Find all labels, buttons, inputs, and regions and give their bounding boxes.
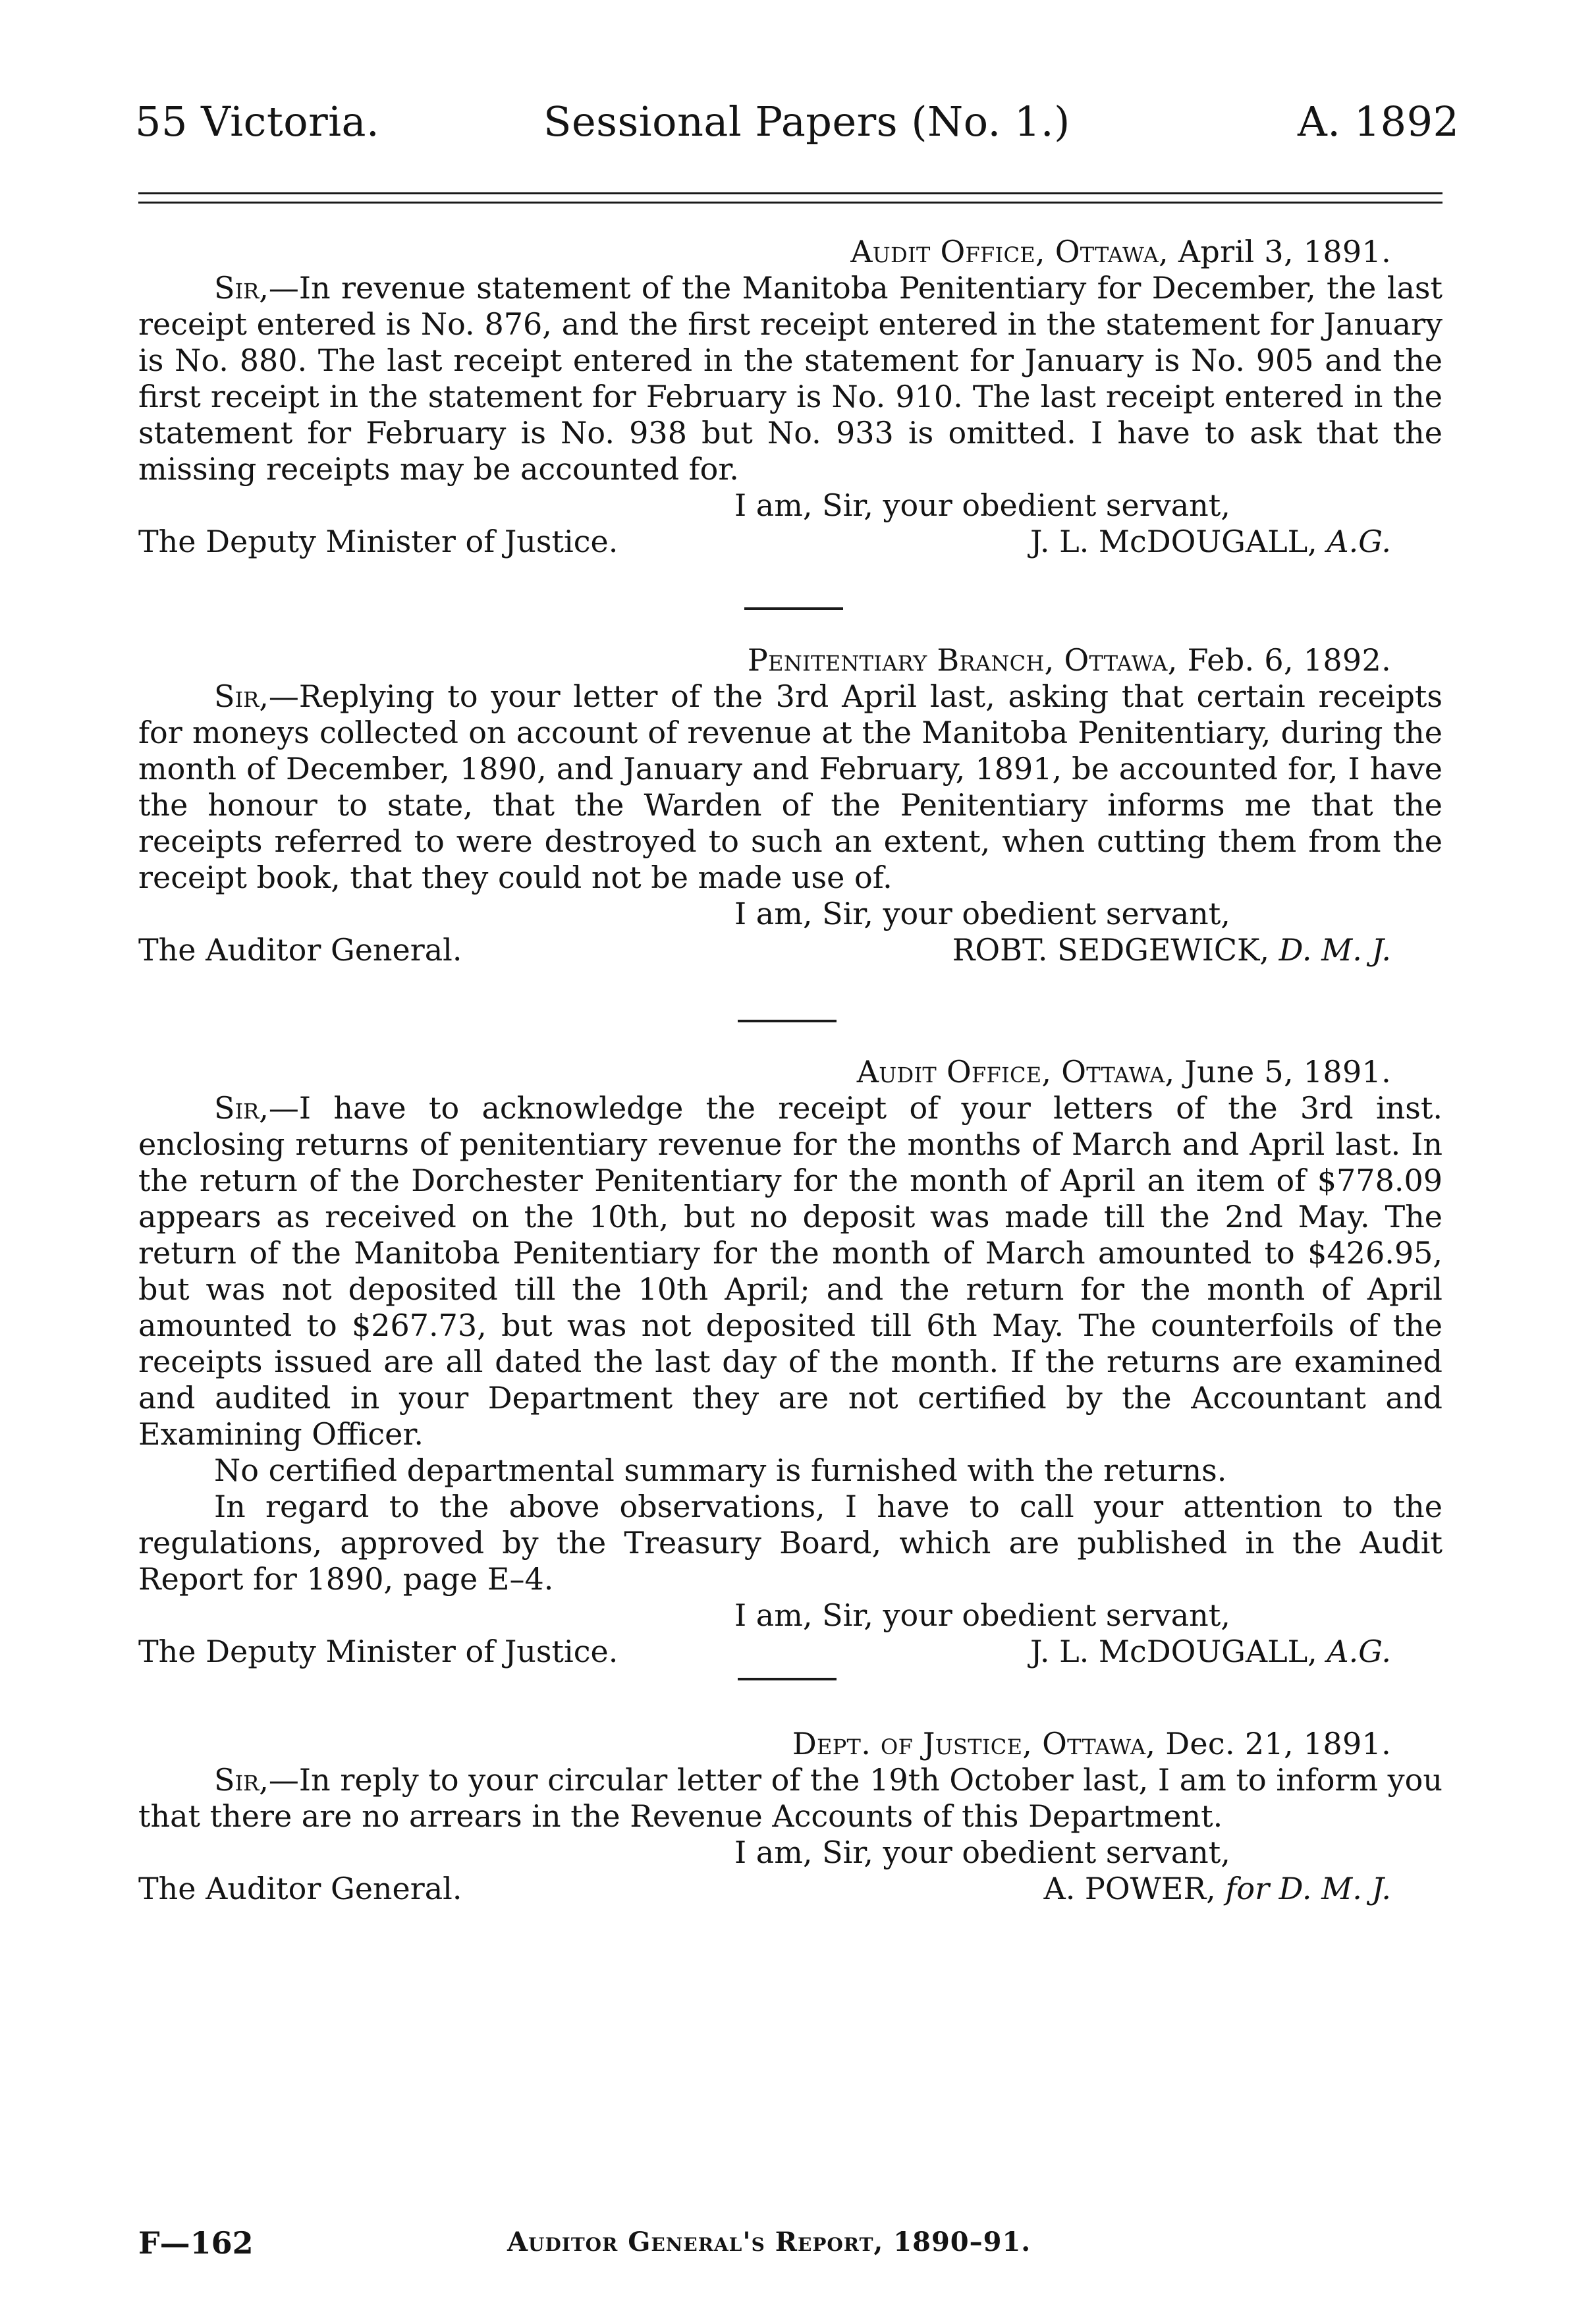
letter-divider bbox=[738, 1678, 837, 1680]
signature-title: for D. M. J. bbox=[1225, 1871, 1391, 1906]
paragraph-text: —I have to acknowledge the receipt of your letters of the 3rd inst. enclosing returns of penitentiary revenue for the months of March and April last. In the return of the Dorchester Penitentiary for the month of April an item of $778.09 appears as received on the 10th, but no deposit was made till the 2nd May. The return of the Manitoba Penitentiary for the month of March amounted to $426.95, but was not deposited till the 10th April; and the return for the month of April amounted to $267.73, but was not deposited till 6th May. The counterfoils of the receipts issued are all dated the last day of the month. If the returns are examined and audited in your Department they are not certified by the Accountant and Examining Officer. bbox=[138, 1090, 1443, 1452]
letter-dateline bbox=[138, 642, 1443, 678]
report-years: 1890–91. bbox=[893, 2227, 1031, 2257]
closing-line: I am, Sir, your obedient servant, bbox=[734, 896, 1230, 931]
addressee: The Deputy Minister of Justice. bbox=[138, 1634, 618, 1669]
signature-title: A.G. bbox=[1327, 524, 1391, 559]
closing-line: I am, Sir, your obedient servant, bbox=[734, 1835, 1230, 1870]
running-head-left: 55 Victoria. bbox=[135, 97, 380, 146]
signature-line bbox=[138, 1871, 1443, 1907]
salutation: Sir, bbox=[214, 678, 269, 714]
signature bbox=[1030, 1634, 1391, 1670]
closing-line: I am, Sir, your obedient servant, bbox=[734, 1597, 1230, 1633]
dateline-date: June 5, 1891. bbox=[1184, 1054, 1391, 1090]
salutation: Sir, bbox=[214, 1762, 269, 1798]
letter-divider bbox=[738, 1020, 837, 1022]
letter-paragraph: No certified departmental summary is furnished with the returns. bbox=[214, 1452, 1227, 1488]
salutation: Sir, bbox=[214, 270, 269, 306]
closing-line: I am, Sir, your obedient servant, bbox=[734, 487, 1230, 523]
dateline-sender: Audit Office, Ottawa, bbox=[856, 1054, 1175, 1090]
letter-paragraph: In regard to the above observations, I have to call your attention to the regulations, approved by the Treasury Board, which are published in the Audit Report for 1890, page E–4. bbox=[138, 1489, 1443, 1597]
paragraph-text: —In revenue statement of the Manitoba Penitentiary for December, the last receipt entered is No. 876, and the first receipt entered in the statement for January is No. 880. The last receipt entered in the statement for January is No. 905 and the first receipt in the statement for February is No. 910. The last receipt entered in the statement for February is No. 938 but No. 933 is omitted. I have to ask that the missing receipts may be accounted for. bbox=[138, 270, 1443, 487]
signature-line bbox=[138, 524, 1443, 560]
page-number: F—162 bbox=[138, 2225, 254, 2261]
signature-title: A.G. bbox=[1327, 1634, 1391, 1669]
addressee: The Auditor General. bbox=[138, 932, 462, 968]
letter-1 bbox=[138, 234, 1443, 560]
signature-name: A. POWER, bbox=[1043, 1871, 1216, 1906]
header-rule-bottom bbox=[138, 202, 1443, 204]
paragraph-text: —Replying to your letter of the 3rd April last, asking that certain receipts for moneys collected on account of revenue at the Manitoba Penitentiary, during the month of December, 1890, and January and February, 1891, be accounted for, I have the honour to state, that the Warden of the Penitentiary informs me that the receipts referred to were destroyed to such an extent, when cutting them from the receipt book, that they could not be made use of. bbox=[138, 678, 1443, 895]
dateline-sender: Penitentiary Branch, Ottawa, bbox=[747, 642, 1178, 678]
letter-paragraph bbox=[138, 1762, 1443, 1835]
letter-paragraph bbox=[138, 1090, 1443, 1452]
letter-3 bbox=[138, 1054, 1443, 1670]
addressee: The Deputy Minister of Justice. bbox=[138, 524, 618, 559]
dateline-date: Feb. 6, 1892. bbox=[1187, 642, 1391, 678]
letter-dateline bbox=[138, 1054, 1443, 1090]
letter-paragraph bbox=[138, 678, 1443, 896]
signature-title: D. M. J. bbox=[1278, 932, 1391, 968]
addressee: The Auditor General. bbox=[138, 1871, 462, 1906]
letter-dateline bbox=[138, 1726, 1443, 1762]
signature bbox=[1030, 524, 1391, 560]
signature bbox=[952, 932, 1391, 968]
signature-name: J. L. McDOUGALL, bbox=[1030, 1634, 1317, 1669]
paragraph-text: —In reply to your circular letter of the 19th October last, I am to inform you that there are no arrears in the Revenue Accounts of this Department. bbox=[138, 1762, 1443, 1834]
signature-line bbox=[138, 932, 1443, 968]
running-head-right: A. 1892 bbox=[1298, 97, 1460, 146]
signature-line bbox=[138, 1634, 1443, 1670]
letter-2 bbox=[138, 642, 1443, 968]
letter-divider bbox=[744, 607, 843, 610]
letter-paragraph bbox=[138, 270, 1443, 487]
dateline-date: Dec. 21, 1891. bbox=[1165, 1726, 1391, 1761]
salutation: Sir, bbox=[214, 1090, 269, 1126]
running-head-center: Sessional Papers (No. 1.) bbox=[543, 97, 1070, 146]
header-rule-top bbox=[138, 192, 1443, 194]
dateline-date: April 3, 1891. bbox=[1178, 234, 1391, 269]
signature-name: ROBT. SEDGEWICK, bbox=[952, 932, 1270, 968]
letter-4 bbox=[138, 1726, 1443, 1907]
letter-dateline bbox=[138, 234, 1443, 270]
dateline-sender: Audit Office, Ottawa, bbox=[850, 234, 1168, 269]
report-title-text: Auditor General's Report, bbox=[507, 2227, 884, 2257]
signature-name: J. L. McDOUGALL, bbox=[1030, 524, 1317, 559]
dateline-sender: Dept. of Justice, Ottawa, bbox=[792, 1726, 1156, 1761]
report-title bbox=[507, 2227, 1031, 2257]
signature bbox=[1043, 1871, 1391, 1907]
